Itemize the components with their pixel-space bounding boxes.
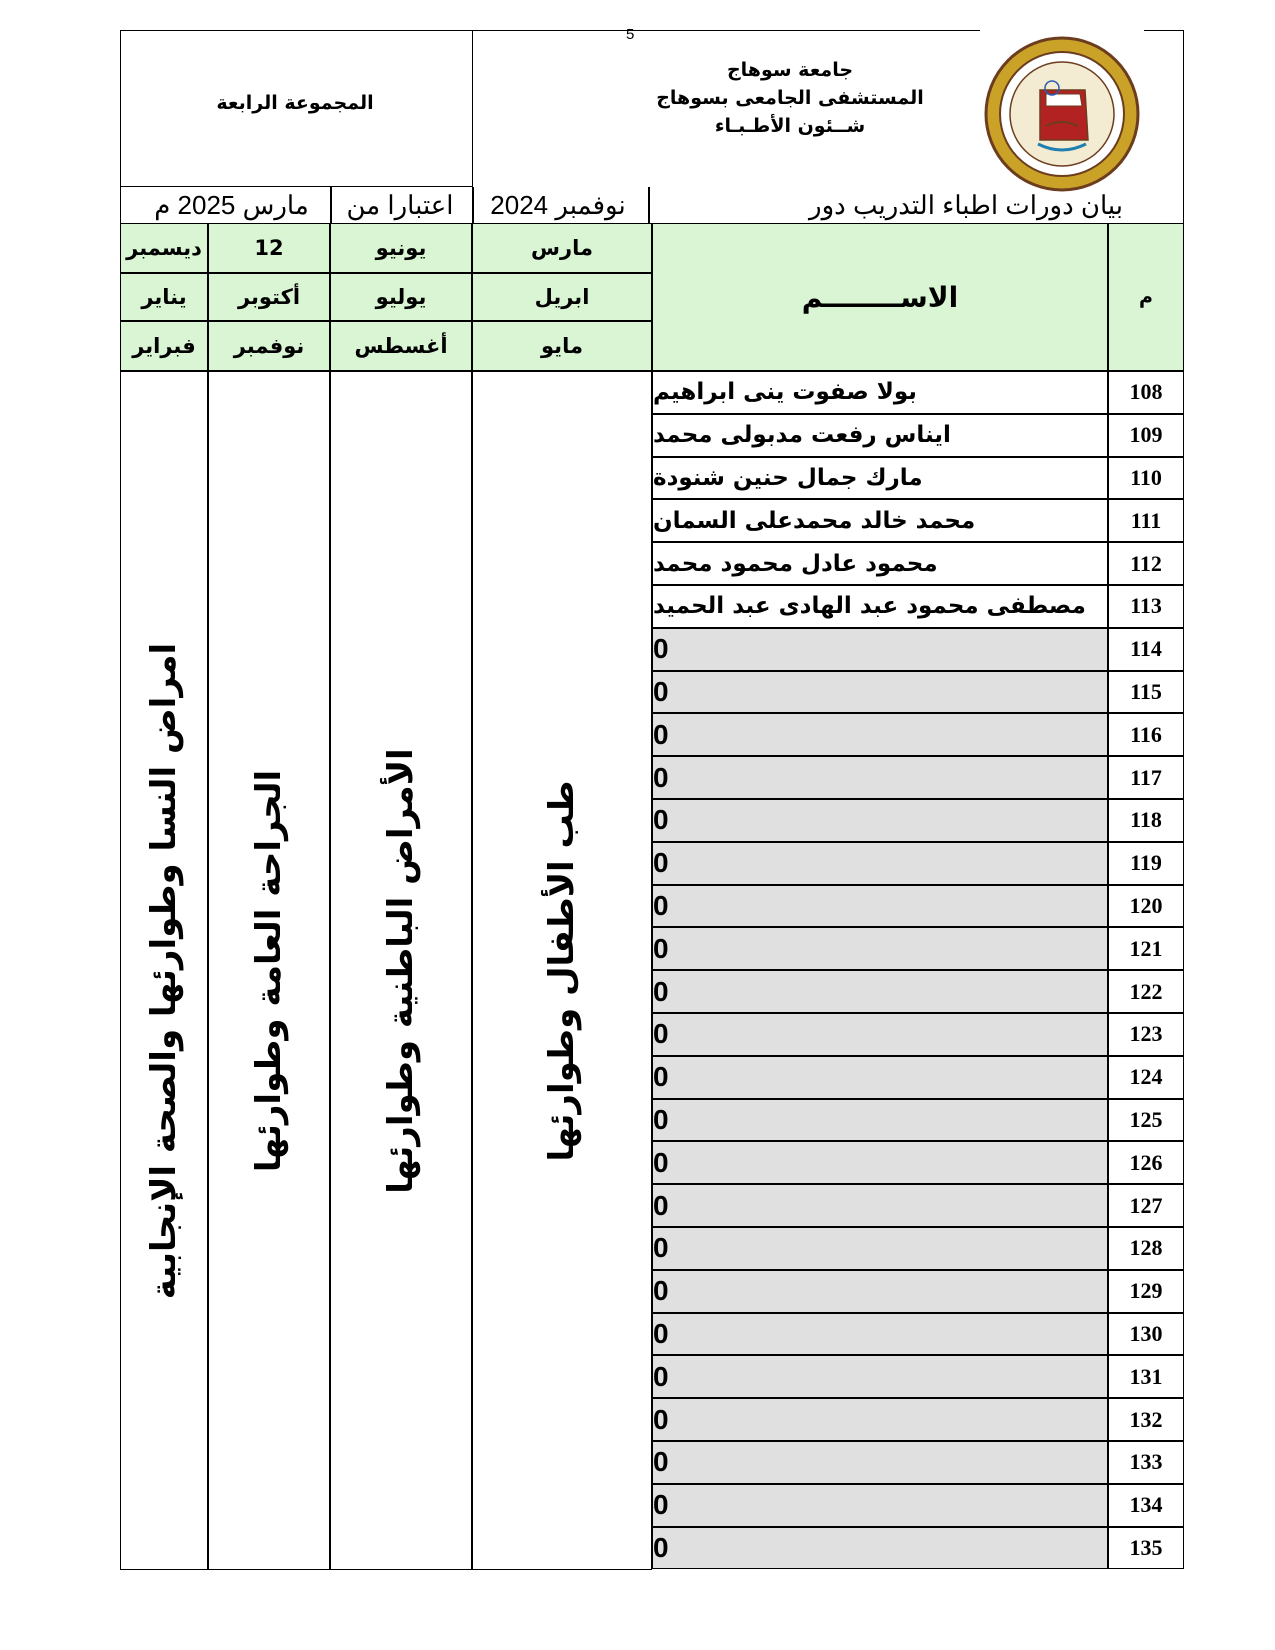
table-row-number: 120 — [1108, 885, 1184, 928]
table-row-name: 0 — [652, 842, 1108, 885]
table-row-name: 0 — [652, 1527, 1108, 1570]
table-row-number: 115 — [1108, 671, 1184, 714]
institution-block — [640, 56, 940, 140]
table-row-number: 131 — [1108, 1355, 1184, 1398]
rotation-general-surgery — [208, 371, 330, 1570]
month-cell: ابريل — [472, 273, 652, 321]
table-row-name: 0 — [652, 628, 1108, 671]
table-row-name: 0 — [652, 1313, 1108, 1356]
month-cell: مارس — [472, 223, 652, 273]
table-row-name: 0 — [652, 671, 1108, 714]
table-row-number: 113 — [1108, 585, 1184, 628]
table-row-number: 132 — [1108, 1398, 1184, 1441]
table-row-number: 124 — [1108, 1056, 1184, 1099]
table-row-name: 0 — [652, 1141, 1108, 1184]
table-row-number: 134 — [1108, 1484, 1184, 1527]
rotation-internal-medicine — [330, 371, 472, 1570]
table-row-number: 126 — [1108, 1141, 1184, 1184]
period-end: مارس 2025 م — [154, 190, 309, 220]
table-row-number: 116 — [1108, 713, 1184, 756]
column-header-number: م — [1108, 223, 1184, 371]
table-row-number: 130 — [1108, 1313, 1184, 1356]
table-row-name: محمد خالد محمدعلى السمان — [652, 499, 1108, 542]
month-cell: فبراير — [120, 321, 208, 371]
table-row-number: 109 — [1108, 414, 1184, 457]
period-divider — [648, 187, 650, 223]
period-from-label: اعتبارا من — [346, 190, 454, 220]
table-row-name: 0 — [652, 1398, 1108, 1441]
month-cell: 12 — [208, 223, 330, 273]
page-number: 5 — [626, 26, 635, 43]
table-row-name: مارك جمال حنين شنودة — [652, 457, 1108, 500]
table-row-number: 129 — [1108, 1270, 1184, 1313]
table-row-number: 125 — [1108, 1099, 1184, 1142]
table-row-name: مصطفى محمود عبد الهادى عبد الحميد — [652, 585, 1108, 628]
period-start: نوفمبر 2024 — [490, 190, 626, 220]
table-row-number: 121 — [1108, 927, 1184, 970]
table-row-number: 110 — [1108, 457, 1184, 500]
table-row-number: 119 — [1108, 842, 1184, 885]
table-row-number: 133 — [1108, 1441, 1184, 1484]
table-row-number: 128 — [1108, 1227, 1184, 1270]
university-name: جامعة سوهاج — [726, 59, 854, 81]
table-row-name: 0 — [652, 799, 1108, 842]
university-logo-icon — [980, 30, 1144, 194]
table-row-name: 0 — [652, 927, 1108, 970]
month-cell: مايو — [472, 321, 652, 371]
rotation-label: الأمراض الباطنية وطوارئها — [381, 747, 421, 1194]
month-cell: يناير — [120, 273, 208, 321]
rotation-label: الجراحة العامة وطوارئها — [249, 769, 289, 1172]
rotation-obgyn — [120, 371, 208, 1570]
hospital-name: المستشفى الجامعى بسوهاج — [656, 87, 924, 109]
rotation-label: امراض النسا وطوارئها والصحة الإنجابية — [144, 642, 184, 1299]
table-row-name: 0 — [652, 713, 1108, 756]
table-row-name: 0 — [652, 1099, 1108, 1142]
month-cell: يونيو — [330, 223, 472, 273]
table-row-number: 123 — [1108, 1013, 1184, 1056]
period-divider — [330, 187, 332, 223]
table-row-number: 118 — [1108, 799, 1184, 842]
period-row — [120, 187, 1184, 223]
rotation-pediatrics — [472, 371, 652, 1570]
table-row-number: 111 — [1108, 499, 1184, 542]
month-cell: أكتوبر — [208, 273, 330, 321]
period-title: بيان دورات اطباء التدريب دور — [809, 190, 1123, 220]
table-row-name: 0 — [652, 1355, 1108, 1398]
table-row-name: محمود عادل محمود محمد — [652, 542, 1108, 585]
group-title: المجموعة الرابعة — [216, 92, 374, 114]
table-row-name: 0 — [652, 756, 1108, 799]
table-row-name: 0 — [652, 970, 1108, 1013]
table-row-number: 112 — [1108, 542, 1184, 585]
period-divider — [472, 187, 474, 223]
table-row-name: 0 — [652, 885, 1108, 928]
table-row-name: 0 — [652, 1227, 1108, 1270]
table-row-name: 0 — [652, 1484, 1108, 1527]
table-row-number: 108 — [1108, 371, 1184, 414]
table-row-name: ايناس رفعت مدبولى محمد — [652, 414, 1108, 457]
table-row-number: 135 — [1108, 1527, 1184, 1570]
table-row-name: 0 — [652, 1184, 1108, 1227]
table-row-number: 117 — [1108, 756, 1184, 799]
month-cell: نوفمبر — [208, 321, 330, 371]
table-row-name: 0 — [652, 1441, 1108, 1484]
table-row-number: 122 — [1108, 970, 1184, 1013]
column-header-name: الاســــــــم — [652, 223, 1108, 371]
month-cell: ديسمبر — [120, 223, 208, 273]
month-cell: أغسطس — [330, 321, 472, 371]
table-row-name: بولا صفوت ينى ابراهيم — [652, 371, 1108, 414]
table-row-name: 0 — [652, 1056, 1108, 1099]
table-row-name: 0 — [652, 1013, 1108, 1056]
rotation-label: طب الأطفال وطوارئها — [542, 779, 582, 1162]
table-row-name: 0 — [652, 1270, 1108, 1313]
table-row-number: 114 — [1108, 628, 1184, 671]
month-cell: يوليو — [330, 273, 472, 321]
department-name: شــئون الأطـبـاء — [714, 115, 866, 137]
table-row-number: 127 — [1108, 1184, 1184, 1227]
